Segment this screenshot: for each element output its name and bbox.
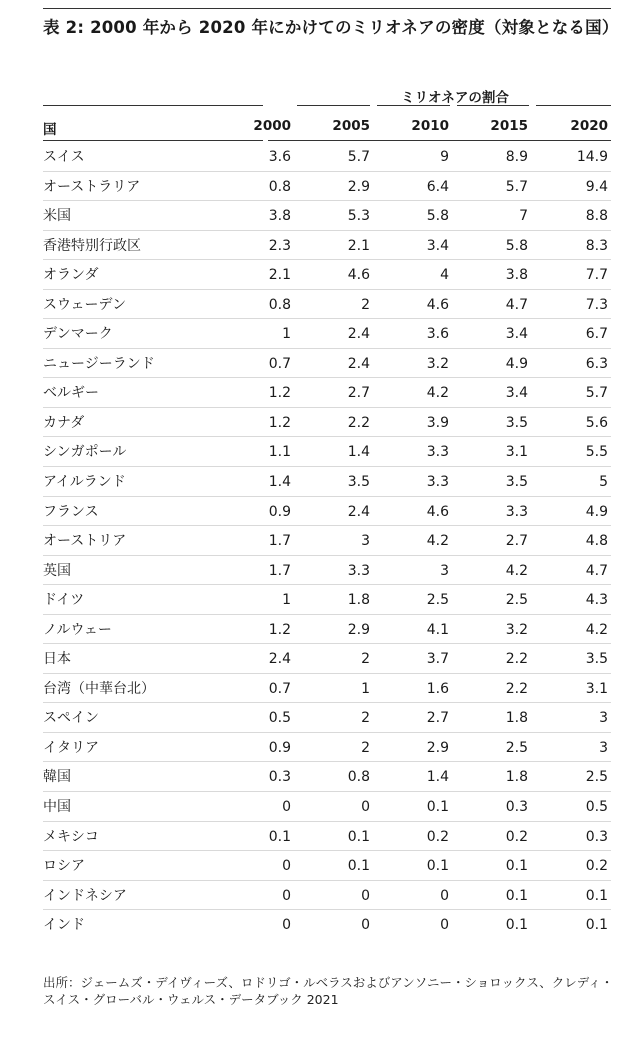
value-2000: 1: [282, 326, 291, 343]
value-2010: 5.8: [426, 208, 449, 225]
column-rule-2000: [297, 105, 370, 106]
table-row: [43, 497, 611, 527]
value-2005: 2.7: [347, 385, 370, 402]
value-2005: 0.8: [347, 769, 370, 786]
value-2010: 3.7: [426, 651, 449, 668]
value-2000: 2.1: [268, 267, 291, 284]
value-2005: 0: [361, 887, 370, 904]
value-2000: 1.7: [268, 533, 291, 550]
header-year-2020: 2020: [570, 118, 608, 134]
value-2010: 3.6: [426, 326, 449, 343]
country-name: デンマーク: [43, 326, 113, 343]
header-year-2015: 2015: [490, 118, 528, 134]
value-2010: 0: [440, 917, 449, 934]
value-2005: 5.7: [347, 149, 370, 165]
value-2020: 6.3: [585, 355, 608, 372]
value-2005: 2: [361, 651, 370, 668]
value-2015: 4.9: [505, 355, 528, 372]
table-row: [43, 762, 611, 792]
value-2010: 3.3: [426, 474, 449, 491]
value-2005: 2.9: [347, 178, 370, 195]
value-2000: 0.5: [268, 710, 291, 727]
value-2000: 3.8: [268, 208, 291, 225]
table-row: [43, 792, 611, 822]
value-2020: 9.4: [585, 178, 608, 195]
value-2020: 3.5: [585, 651, 608, 668]
table-row: [43, 437, 611, 467]
value-2015: 4.2: [505, 562, 528, 579]
value-2020: 3: [599, 710, 608, 727]
value-2005: 0: [361, 799, 370, 816]
table-row: [43, 851, 611, 881]
table-row: [43, 408, 611, 438]
value-2010: 4.6: [426, 296, 449, 313]
value-2020: 0.1: [585, 887, 608, 904]
country-name: ロシア: [43, 858, 85, 875]
value-2005: 2: [361, 710, 370, 727]
value-2010: 2.9: [426, 739, 449, 756]
table-row: [43, 910, 611, 940]
group-header: ミリオネアの割合: [401, 90, 509, 106]
value-2000: 0.9: [268, 503, 291, 520]
value-2010: 3.2: [426, 355, 449, 372]
value-2000: 1.1: [268, 444, 291, 461]
country-name: フランス: [43, 503, 99, 520]
table-body: [43, 142, 611, 940]
header-year-2010: 2010: [411, 118, 449, 134]
table-row: [43, 467, 611, 497]
country-name: カナダ: [43, 414, 85, 431]
value-2005: 3.3: [347, 562, 370, 579]
value-2010: 4.1: [426, 621, 449, 638]
header-rule-years: [268, 140, 611, 141]
value-2015: 3.2: [505, 621, 528, 638]
table-row: [43, 142, 611, 172]
value-2005: 3: [361, 533, 370, 550]
value-2005: 5.3: [347, 208, 370, 225]
value-2010: 0: [440, 887, 449, 904]
column-rule-2005: [377, 105, 450, 106]
table-row: [43, 644, 611, 674]
value-2020: 7.7: [585, 267, 608, 284]
country-name: インドネシア: [43, 887, 127, 904]
value-2000: 3.6: [268, 149, 291, 165]
table-row: [43, 349, 611, 379]
value-2015: 3.4: [505, 326, 528, 343]
column-rule-country: [43, 105, 263, 106]
table-row: [43, 378, 611, 408]
value-2010: 1.6: [426, 680, 449, 697]
column-rule-2010: [457, 105, 529, 106]
value-2020: 4.2: [585, 621, 608, 638]
value-2015: 2.5: [505, 739, 528, 756]
table-row: [43, 556, 611, 586]
value-2005: 0.1: [347, 828, 370, 845]
value-2015: 3.8: [505, 267, 528, 284]
table-row: [43, 526, 611, 556]
source-note: 出所：ジェームズ・デイヴィーズ、ロドリゴ・ルベラスおよびアンソニー・ショロックス、クレディ・スイス・グローバル・ウェルス・データブック 2021: [43, 975, 614, 1007]
value-2015: 2.2: [505, 680, 528, 697]
value-2005: 2.4: [347, 326, 370, 343]
value-2000: 1.2: [268, 414, 291, 431]
value-2015: 3.1: [505, 444, 528, 461]
value-2010: 0.1: [426, 799, 449, 816]
country-name: インド: [43, 917, 85, 934]
country-name: メキシコ: [43, 828, 99, 845]
table-row: [43, 703, 611, 733]
value-2010: 3.9: [426, 414, 449, 431]
table-title: 表 2: 2000 年から 2020 年にかけてのミリオネアの密度（対象となる国）: [43, 18, 619, 37]
value-2000: 0.7: [268, 355, 291, 372]
value-2020: 8.3: [585, 237, 608, 254]
value-2020: 3.1: [585, 680, 608, 697]
value-2015: 0.1: [505, 917, 528, 934]
value-2000: 0.3: [268, 769, 291, 786]
value-2000: 0.7: [268, 680, 291, 697]
value-2015: 3.5: [505, 414, 528, 431]
value-2005: 3.5: [347, 474, 370, 491]
country-name: ドイツ: [43, 592, 85, 609]
value-2020: 4.8: [585, 533, 608, 550]
value-2005: 4.6: [347, 267, 370, 284]
table-row: [43, 201, 611, 231]
value-2005: 1: [361, 680, 370, 697]
value-2000: 1.2: [268, 621, 291, 638]
value-2000: 1.2: [268, 385, 291, 402]
value-2015: 2.2: [505, 651, 528, 668]
table-row: [43, 172, 611, 202]
table-row: [43, 260, 611, 290]
value-2015: 3.4: [505, 385, 528, 402]
value-2005: 0: [361, 917, 370, 934]
table-row: [43, 674, 611, 704]
value-2015: 0.1: [505, 858, 528, 875]
value-2005: 2.2: [347, 414, 370, 431]
value-2015: 2.7: [505, 533, 528, 550]
country-name: イタリア: [43, 739, 99, 756]
value-2005: 2: [361, 739, 370, 756]
value-2015: 1.8: [505, 710, 528, 727]
table-row: [43, 585, 611, 615]
country-name: 英国: [43, 562, 71, 579]
table-row: [43, 881, 611, 911]
value-2005: 2.4: [347, 503, 370, 520]
value-2020: 8.8: [585, 208, 608, 225]
header-year-2005: 2005: [332, 118, 370, 134]
value-2010: 4: [440, 267, 449, 284]
header-country: 国: [43, 122, 57, 138]
value-2010: 6.4: [426, 178, 449, 195]
value-2020: 5.7: [585, 385, 608, 402]
value-2005: 2.4: [347, 355, 370, 372]
value-2005: 0.1: [347, 858, 370, 875]
value-2010: 2.5: [426, 592, 449, 609]
country-name: スウェーデン: [43, 296, 127, 313]
top-rule: [43, 8, 611, 9]
value-2010: 4.2: [426, 533, 449, 550]
value-2000: 0.8: [268, 296, 291, 313]
value-2020: 7.3: [585, 296, 608, 313]
value-2000: 2.3: [268, 237, 291, 254]
table-row: [43, 231, 611, 261]
value-2000: 0.8: [268, 178, 291, 195]
country-name: 米国: [43, 208, 71, 225]
value-2010: 9: [440, 149, 449, 165]
country-name: ニュージーランド: [43, 355, 155, 372]
value-2005: 1.8: [347, 592, 370, 609]
value-2010: 4.2: [426, 385, 449, 402]
country-name: ベルギー: [43, 385, 99, 402]
value-2020: 4.3: [585, 592, 608, 609]
country-name: オーストラリア: [43, 178, 141, 195]
country-name: 香港特別行政区: [43, 237, 141, 254]
header-year-2000: 2000: [253, 118, 291, 134]
value-2015: 7: [519, 208, 528, 225]
value-2020: 2.5: [585, 769, 608, 786]
table-row: [43, 822, 611, 852]
value-2020: 0.5: [585, 799, 608, 816]
table-header-row: [43, 114, 611, 138]
country-name: オランダ: [43, 267, 99, 284]
value-2020: 4.9: [585, 503, 608, 520]
value-2020: 4.7: [585, 562, 608, 579]
value-2005: 2.9: [347, 621, 370, 638]
value-2010: 3.3: [426, 444, 449, 461]
value-2015: 3.3: [505, 503, 528, 520]
value-2005: 2.1: [347, 237, 370, 254]
country-name: オーストリア: [43, 533, 127, 550]
country-name: 韓国: [43, 769, 71, 786]
table-row: [43, 733, 611, 763]
value-2015: 2.5: [505, 592, 528, 609]
table-row: [43, 615, 611, 645]
value-2020: 5.6: [585, 414, 608, 431]
value-2000: 0.9: [268, 739, 291, 756]
table-row: [43, 319, 611, 349]
value-2000: 1: [282, 592, 291, 609]
table-row: [43, 290, 611, 320]
country-name: 日本: [43, 651, 71, 668]
value-2000: 0: [282, 799, 291, 816]
value-2000: 0: [282, 887, 291, 904]
header-rule-country: [43, 140, 263, 141]
value-2020: 0.2: [585, 858, 608, 875]
value-2020: 0.3: [585, 828, 608, 845]
country-name: アイルランド: [43, 474, 126, 491]
country-name: スイス: [43, 149, 85, 165]
value-2010: 2.7: [426, 710, 449, 727]
column-rule-2015: [536, 105, 611, 106]
country-name: 中国: [43, 799, 71, 816]
value-2000: 1.7: [268, 562, 291, 579]
value-2020: 6.7: [585, 326, 608, 343]
value-2000: 1.4: [268, 474, 291, 491]
value-2010: 0.2: [426, 828, 449, 845]
value-2015: 5.7: [505, 178, 528, 195]
value-2010: 0.1: [426, 858, 449, 875]
value-2015: 0.3: [505, 799, 528, 816]
value-2000: 2.4: [268, 651, 291, 668]
country-name: 台湾（中華台北）: [43, 680, 155, 697]
value-2000: 0: [282, 917, 291, 934]
value-2010: 3.4: [426, 237, 449, 254]
value-2010: 1.4: [426, 769, 449, 786]
value-2020: 5: [599, 474, 608, 491]
country-name: スペイン: [43, 710, 99, 727]
value-2015: 0.1: [505, 887, 528, 904]
value-2000: 0: [282, 858, 291, 875]
value-2020: 5.5: [585, 444, 608, 461]
value-2010: 3: [440, 562, 449, 579]
value-2020: 0.1: [585, 917, 608, 934]
value-2010: 4.6: [426, 503, 449, 520]
value-2015: 5.8: [505, 237, 528, 254]
value-2005: 1.4: [347, 444, 370, 461]
value-2015: 3.5: [505, 474, 528, 491]
value-2015: 8.9: [505, 149, 528, 165]
value-2005: 2: [361, 296, 370, 313]
country-name: シンガポール: [43, 444, 127, 461]
value-2015: 1.8: [505, 769, 528, 786]
value-2015: 0.2: [505, 828, 528, 845]
value-2020: 14.9: [576, 149, 608, 165]
value-2000: 0.1: [268, 828, 291, 845]
value-2020: 3: [599, 739, 608, 756]
country-name: ノルウェー: [43, 621, 112, 638]
value-2015: 4.7: [505, 296, 528, 313]
